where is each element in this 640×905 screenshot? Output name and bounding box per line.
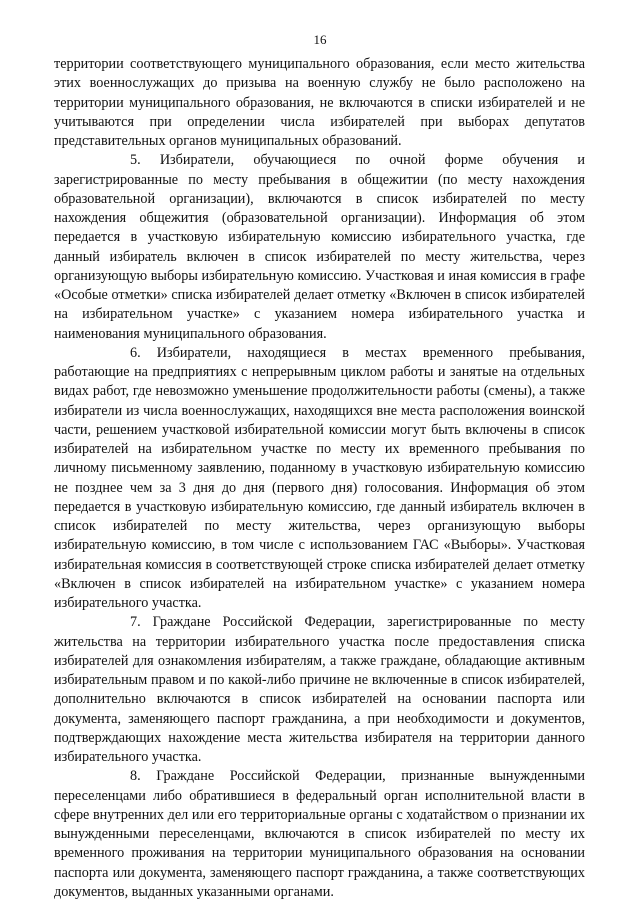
paragraph-item-6: 6. Избиратели, находящиеся в местах временного пребывания, работающие на предприятиях с непрерывным циклом работы и занятые на отдельных видах работ, где невозможно уменьшение продолжительности работы (смены), а также избиратели из числа военнослужащих, находящихся вне места расположения воинской части, решением участковой избирательной комиссии могут быть включены в список избирателей на избирательном участке по месту их временного пребывания по личному письменному заявлению, поданному в участковую избирательную комиссию не позднее чем за 3 дня до дня (первого дня) голосования. Информация об этом передается в участковую избирательную комиссию, где данный избиратель включен в список избирателей по месту жительства, через организующую выборы избирательную комиссию, в том числе с использованием ГАС «Выборы». Участковая избирательная комиссия в соответствующей строке списка избирателей делает отметку «Включен в список избирателей на избирательном участке» с указанием номера избирательного участка.	[54, 344, 585, 611]
paragraph-continuation: территории соответствующего муниципального образования, если место жительства этих военнослужащих до призыва на военную службу не было расположено на территории муниципального образования, не включаются в списки избирателей и не учитываются при определении числа избирателей при выборах депутатов представительных органов муниципальных образований.	[54, 56, 585, 149]
paragraph-item-8: 8. Граждане Российской Федерации, признанные вынужденными переселенцами либо обратившиеся в федеральный орган исполнительной власти в сфере внутренних дел или его территориальные органы с ходатайством о признании их вынужденными переселенцами, включаются в список избирателей по месту их временного проживания на территории муниципального образования на основании паспорта или документа, заменяющего паспорт гражданина, а также соответствующих документов, выданных указанными органами.	[54, 768, 585, 900]
document-body	[54, 55, 585, 902]
paragraph-item-5: 5. Избиратели, обучающиеся по очной форме обучения и зарегистрированные по месту пребывания в общежитии (по месту нахождения образовательной организации), включаются в список избирателей по месту нахождения общежития (образовательной организации). Информация об этом передается в участковую избирательную комиссию избирательного участка, где данный избиратель включен в список избирателей по месту жительства, через организующую выборы избирательную комиссию. Участковая и иная комиссия в графе «Особые отметки» списка избирателей делает отметку «Включен в список избирателей на избирательном участке» с указанием номера избирательного участка и наименования муниципального образования.	[54, 152, 585, 342]
page-number: 16	[313, 32, 327, 47]
paragraph-item-7: 7. Граждане Российской Федерации, зарегистрированные по месту жительства на территории избирательного участка после предоставления списка избирателей для ознакомления избирателям, а также граждане, обладающие активным избирательным правом и по какой-либо причине не включенные в список избирателей, дополнительно включаются в список избирателей на основании паспорта или документа, заменяющего паспорт гражданина, а при необходимости и документов, подтверждающих нахождение места жительства избирателя на территории данного избирательного участка.	[54, 614, 585, 765]
